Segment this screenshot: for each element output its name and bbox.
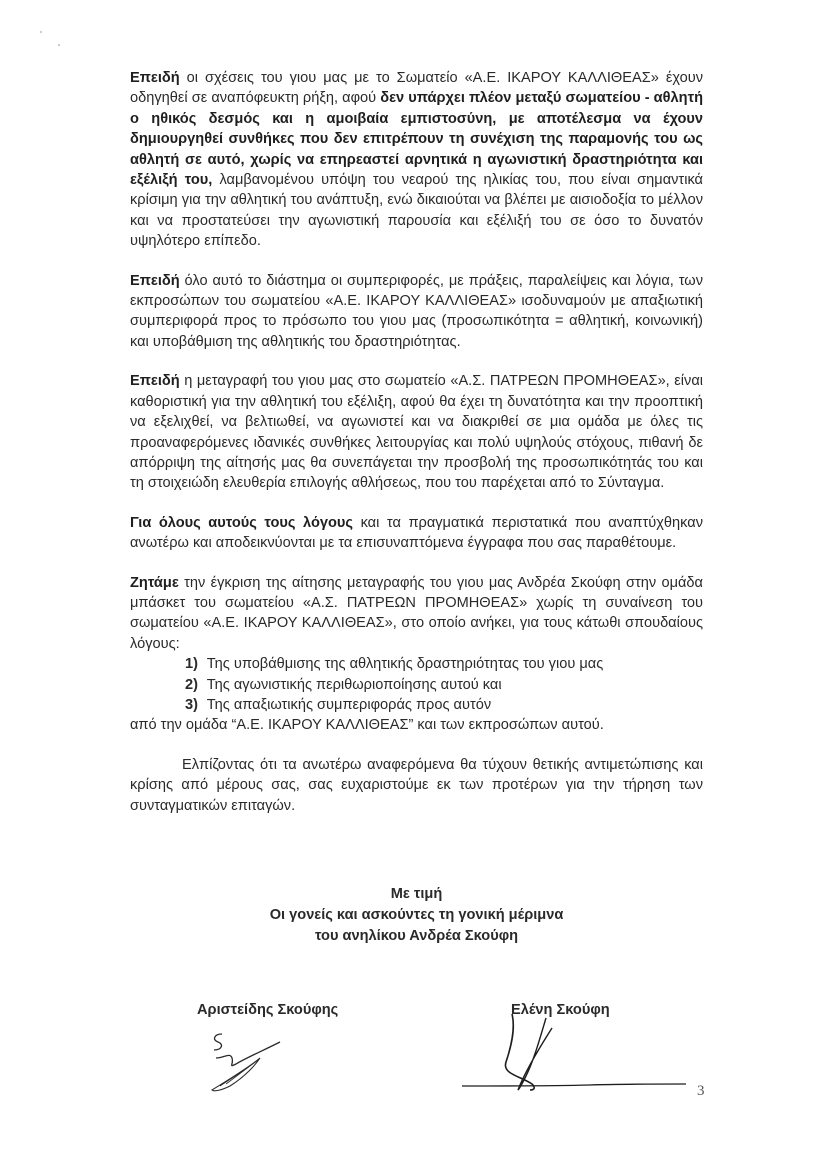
list-item-number: 1) [185, 656, 198, 673]
signature-left [200, 1028, 295, 1098]
closing-salutation: Με τιμή [390, 886, 443, 902]
signature-right [460, 1010, 690, 1095]
page-number: 3 [697, 1083, 705, 1099]
list-item-text: Της αγωνιστικής περιθωριοποίησης αυτού και [206, 676, 502, 693]
paragraph-5-lead: Ζητάμε [130, 574, 179, 591]
request-text [130, 573, 703, 655]
signer-name-left: Αριστείδης Σκούφης [197, 1002, 339, 1018]
paragraph-4 [130, 513, 703, 554]
list-item [185, 654, 703, 674]
paragraph-3-text: η μεταγραφή του γιου μας στο σωματείο «Α.Σ. ΠΑΤΡΕΩΝ ΠΡΟΜΗΘΕΑΣ», είναι καθοριστική για την αθλητική του εξέλιξη, αφού θα έχει τη δυνατότητα και την προοπτική να εξελιχθεί, να βελτιωθεί, να αγωνιστεί και να διακριθεί σε μια ομάδα με όλες τις προαναφερόμενες ιδανικές συνθήκες λειτουργίας και πολύ υψηλούς στόχους, πιθανή δε απόρριψη της αίτησής μας θα συνεπάγεται την προσβολή της προσωπικότητάς του και τη στοιχειώδη ελευθερία επιλογής αθλήσεως, που του παρέχεται από το Σύνταγμα. [130, 373, 703, 492]
paragraph-1 [130, 68, 703, 252]
list-item-number: 3) [185, 696, 198, 713]
paragraph-2 [130, 271, 703, 353]
paragraph-1-emphasis: δεν υπάρχει πλέον μεταξύ σωματείου - αθλητή ο ηθικός δεσμός και η αμοιβαία εμπιστοσύνη, με αποτέλεσμα να έχουν δημιουργηθεί συνθήκες που δεν επιτρέπουν τη συνέχιση της παραμονής του ως αθλητή σε αυτό, χωρίς να επηρεαστεί αρνητικά η αγωνιστική δραστηριότητα και εξέλιξή του, [130, 90, 703, 189]
paragraph-4-text: και τα πραγματικά περιστατικά που αναπτύχθηκαν ανωτέρω και αποδεικνύονται με τα επισυναπτόμενα έγγραφα που σας παραθέτουμε. [130, 514, 703, 552]
paragraph-5-text: την έγκριση της αίτησης μεταγραφής του γιου μας Ανδρέα Σκούφη στην ομάδα μπάσκετ του σωματείου «Α.Σ. ΠΑΤΡΕΩΝ ΠΡΟΜΗΘΕΑΣ» χωρίς τη συναίνεση του σωματείου «Α.Ε. ΙΚΑΡΟΥ ΚΑΛΛΙΘΕΑΣ», στο οποίο ανήκει, για τους κάτωθι σπουδαίους λόγους: [130, 574, 703, 652]
scan-speck [58, 44, 60, 46]
list-item-number: 2) [185, 676, 198, 693]
list-item [185, 675, 703, 695]
paragraph-2-text: όλο αυτό το διάστημα οι συμπεριφορές, με πράξεις, παραλείψεις και λόγια, των εκπροσώπων του σωματείου «Α.Ε. ΙΚΑΡΟΥ ΚΑΛΛΙΘΕΑΣ» ισοδυναμούν με απαξιωτική συμπεριφορά προς το πρόσωπο του γιου μας (προσωπικότητα = αθλητική, κοινωνική) και υποβάθμιση της αθλητικής του δραστηριότητας. [130, 272, 703, 350]
paragraph-3 [130, 371, 703, 493]
paragraph-5 [130, 573, 703, 736]
paragraph-3-lead: Επειδή [130, 373, 180, 390]
paragraph-1-lead: Επειδή [130, 70, 180, 86]
reasons-after-text: από την ομάδα “Α.Ε. ΙΚΑΡΟΥ ΚΑΛΛΙΘΕΑΣ” και των εκπροσώπων αυτού. [130, 717, 604, 734]
list-item-text: Της υποβάθμισης της αθλητικής δραστηριότητας του γιου μας [206, 656, 604, 673]
closing-block [130, 884, 703, 947]
paragraph-6: Ελπίζοντας ότι τα ανωτέρω αναφερόμενα θα τύχουν θετικής αντιμετώπισης και κρίσης από μέρους σας, σας ευχαριστούμε εκ των προτέρων για την τήρηση των συνταγματικών επιταγών. [130, 756, 703, 814]
list-item [185, 695, 703, 715]
closing-line-minor: του ανηλίκου Ανδρέα Σκούφη [314, 928, 519, 944]
paragraph-1-text-end: λαμβανομένου υπόψη του νεαρού της ηλικίας του, που είναι σημαντικά κρίσιμη για την αθλητική του ανάπτυξη, ενώ δικαιούται να βλέπει με αισιοδοξία το μέλλον και να προστατεύσει την αγωνιστική παρουσία και εξέλιξή του σε όσο το δυνατόν υψηλότερο επίπεδο. [130, 172, 703, 250]
paragraph-1-text: οι σχέσεις του γιου μας με το Σωματείο «Α.Ε. ΙΚΑΡΟΥ ΚΑΛΛΙΘΕΑΣ» έχουν οδηγηθεί σε αναπόφευκτη ρήξη, αφού [130, 70, 703, 107]
scan-speck [40, 31, 42, 33]
paragraph-4-lead: Για όλους αυτούς τους λόγους [130, 514, 354, 531]
letter-body [130, 68, 703, 816]
reasons-list [130, 654, 703, 715]
paragraph-2-lead: Επειδή [130, 272, 180, 289]
signer-name-right: Ελένη Σκούφη [511, 1002, 610, 1018]
closing-line-parents: Οι γονείς και ασκούντες τη γονική μέριμνα [269, 907, 564, 923]
list-item-text: Της απαξιωτικής συμπεριφοράς προς αυτόν [206, 696, 492, 713]
